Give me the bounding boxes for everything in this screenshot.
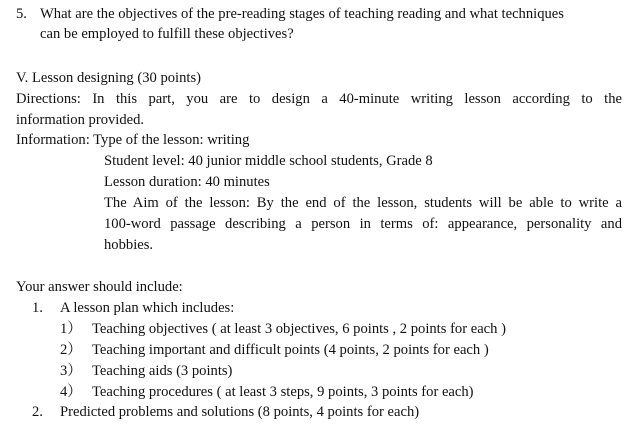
- sublist-number: 1）: [60, 321, 82, 337]
- directions-text: information provided.: [16, 112, 145, 128]
- list-number: 1.: [32, 300, 43, 316]
- question-number: 5.: [16, 6, 27, 22]
- sublist-item: Teaching procedures ( at least 3 steps, 9 points, 3 points for each): [92, 384, 474, 400]
- list-item: A lesson plan which includes:: [60, 300, 235, 316]
- sublist-number: 4）: [60, 384, 82, 400]
- sublist-item: Teaching aids (3 points): [92, 363, 233, 379]
- sublist-number: 2）: [60, 342, 82, 358]
- lesson-aim: The Aim of the lesson: By the end of the lesson, students will be able to write a: [104, 195, 622, 211]
- student-level: Student level: 40 junior middle school students, Grade 8: [104, 153, 433, 169]
- list-number: 2.: [32, 404, 43, 420]
- sublist-item: Teaching objectives ( at least 3 objectives, 6 points , 2 points for each ): [92, 321, 506, 337]
- lesson-duration: Lesson duration: 40 minutes: [104, 174, 270, 190]
- lesson-aim: hobbies.: [104, 237, 154, 253]
- sublist-number: 3）: [60, 363, 82, 379]
- lesson-aim: 100-word passage describing a person in terms of: appearance, personality and: [104, 216, 622, 232]
- answer-intro: Your answer should include:: [16, 279, 183, 295]
- question-text-line: can be employed to fulfill these objectives?: [40, 26, 294, 42]
- list-item: Predicted problems and solutions (8 points, 4 points for each): [60, 404, 420, 420]
- section-heading: V. Lesson designing (30 points): [16, 70, 201, 86]
- directions-text: Directions: In this part, you are to design a 40-minute writing lesson according to the: [16, 91, 622, 107]
- information-label: Information: Type of the lesson: writing: [16, 132, 250, 148]
- question-text-line: What are the objectives of the pre-reading stages of teaching reading and what techniques: [40, 6, 564, 22]
- sublist-item: Teaching important and difficult points (4 points, 2 points for each ): [92, 342, 489, 358]
